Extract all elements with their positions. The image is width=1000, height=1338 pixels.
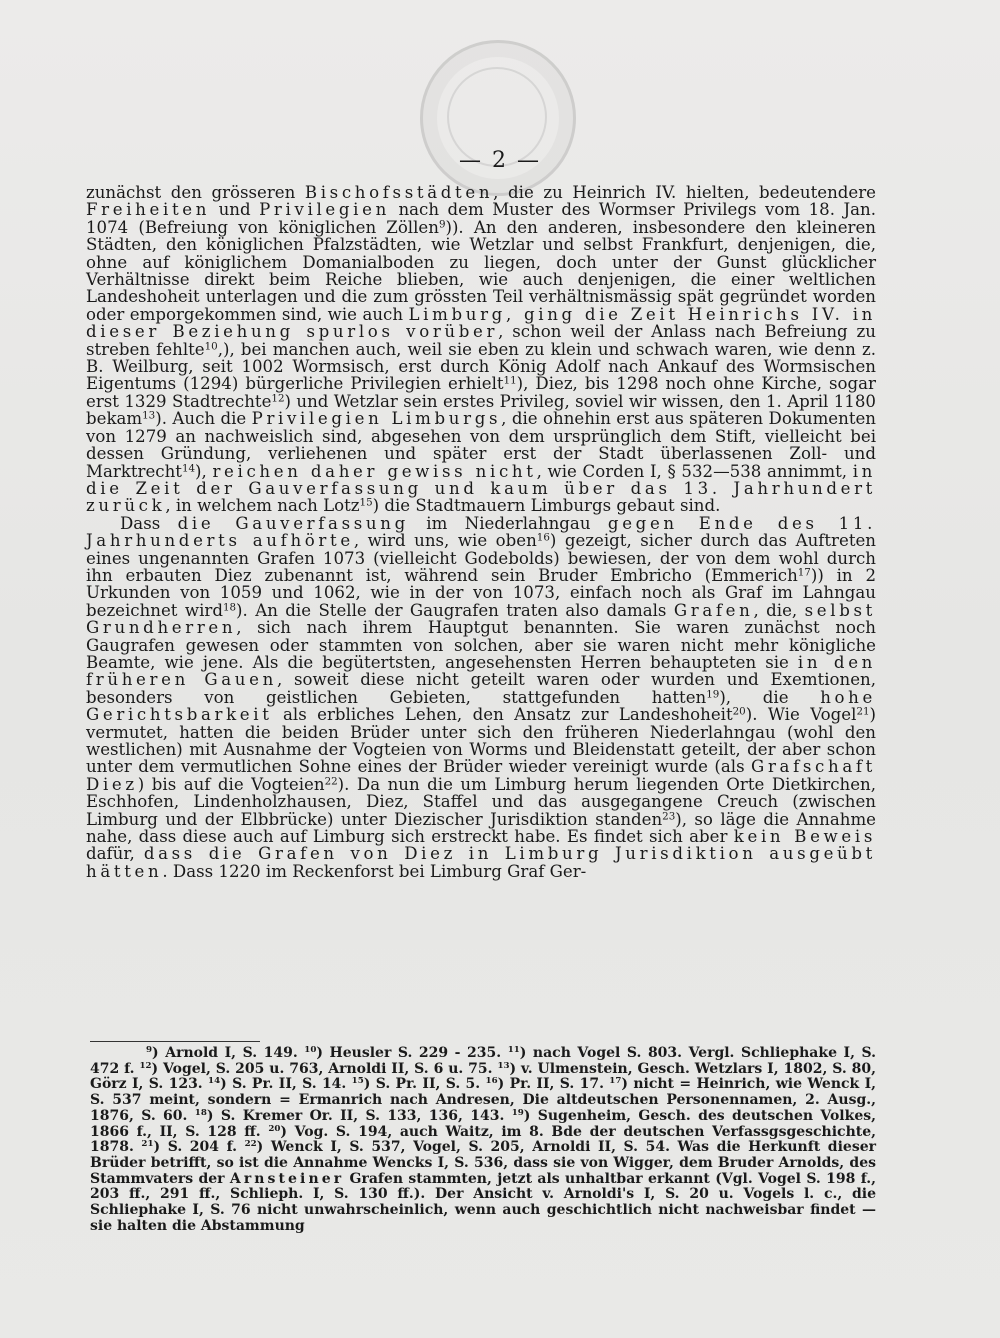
footnote-marker: 19 xyxy=(511,1108,524,1119)
text-run: ) Wenck I, S. 537, Vogel, S. 205, Arnoldi II, S. 54. Was die Herkunft dieser Brüder betrifft, so ist die Annahme Wencks I, S. 536, dass sie von Wigger, dem Bruder Arnolds, des Stammvaters der xyxy=(90,1139,876,1187)
footnote-marker: 20 xyxy=(268,1123,281,1134)
text-run: ) S. Kremer Or. II, S. 133, 136, 143. xyxy=(206,1107,512,1124)
text-run: , die zu Heinrich IV. hielten, bedeutendere xyxy=(493,183,876,202)
text-run: im Niederlahngau xyxy=(408,513,608,533)
footnote-marker: 12 xyxy=(139,1060,152,1071)
text-run: , wie Corden I, § 532—538 annimmt, xyxy=(536,461,853,481)
footnote-marker: 11 xyxy=(503,374,517,387)
text-run: ,), bei manchen auch, weil sie eben zu klein und schwach waren, wie denn z. B. Weilburg, seit 1002 Wormsisch, erst durch König Adolf nach Ankauf des Wormsischen Eigentums (1294) bürgerliche Privilegien erhielt xyxy=(86,339,876,394)
text-run: , soweit diese nicht geteilt waren oder wurden und Exemtionen, besonders von geistlichen Gebieten, stattgefunden hatten xyxy=(86,670,876,707)
spaced-emphasis: Limburg, ging die Zeit Heinrichs IV. in dieser Beziehung spurlos vorüber xyxy=(86,304,877,342)
footnote-marker: 15 xyxy=(359,496,373,509)
text-run: ), so läge die Annahme nahe, dass diese auch auf Limburg sich erstreckt habe. Es findet sich aber xyxy=(86,809,876,847)
footnote-marker: 21 xyxy=(141,1139,154,1150)
text-run: , die, xyxy=(753,600,805,620)
text-run: dafür, xyxy=(86,844,144,864)
footnote-marker: 11 xyxy=(507,1045,520,1056)
text-run: Grafen stammten, jetzt als unhaltbar erkannt (Vgl. Vogel S. 198 f., 203 ff., 291 ff., Schlieph. I, S. 130 ff.). Der Ansicht v. Arnoldi's I, S. 20 u. Vogels l. c., die Schliephake I, S. 76 nicht unwahrscheinlich, wenn auch geschichtlich nicht nachweisbar findet — sie halten die Abstammung xyxy=(90,1170,876,1234)
footnote-marker: 22 xyxy=(244,1139,257,1150)
spaced-emphasis: Privilegien Limburgs xyxy=(251,409,502,429)
spaced-emphasis: Privilegien xyxy=(259,200,390,220)
footnote-block xyxy=(90,1046,876,1234)
text-run: ) Sugenheim, Gesch. des deutschen Volkes, 1866 f., II, S. 128 ff. xyxy=(90,1107,876,1140)
spaced-emphasis: Grafen xyxy=(673,600,754,620)
footnote-marker: 19 xyxy=(706,688,720,701)
footnote-marker: 14 xyxy=(208,1076,221,1087)
page-number: — 2 — xyxy=(459,148,541,173)
text-run: ) bis auf die Vogteien xyxy=(137,774,325,794)
text-run: ) v. Ulmenstein, Gesch. Wetzlars I, 1802, S. 80, Görz I, S. 123. xyxy=(90,1060,876,1093)
footnote-marker: 18 xyxy=(194,1108,207,1119)
main-text xyxy=(86,184,876,880)
text-run: zunächst den grösseren xyxy=(86,183,305,202)
footnote-marker: 17 xyxy=(797,566,811,579)
text-run: als erbliches Lehen, den Ansatz zur Landeshoheit xyxy=(272,705,733,725)
spaced-emphasis: in die Zeit der Gauverfassung und kaum über das 13. Jahrhundert zurück xyxy=(86,461,876,516)
footnote-marker: 10 xyxy=(304,1045,317,1056)
text-run: ) S. Pr. II, S. 5. xyxy=(363,1076,486,1093)
spaced-emphasis: Grafschaft Diez xyxy=(86,757,876,794)
spaced-emphasis: kein Beweis xyxy=(733,827,876,847)
spaced-emphasis: gegen Ende des 11. Jahrhunderts aufhörte xyxy=(86,513,876,551)
text-run: ) Vog. S. 194, auch Waitz, im 8. Bde der deutschen Verfassgsgeschichte, 1878. xyxy=(90,1123,876,1156)
footnote-marker: 23 xyxy=(662,809,676,822)
spaced-emphasis: selbst Grundherren xyxy=(86,600,876,638)
footnote-marker: 22 xyxy=(324,775,338,788)
text-run: ) Vogel, S. 205 u. 763, Arnoldi II, S. 6 u. 75. xyxy=(151,1060,498,1077)
text-run: . Dass 1220 im Reckenforst bei Limburg Graf Ger- xyxy=(162,861,587,881)
text-run: )). An den anderen, insbesondere den kleineren Städten, den königlichen Pfalzstädten, wie Wetzlar und selbst Frankfurt, denjenigen, die, ohne auf königlichem Domanialboden zu liegen, doch unter der Gunst glücklicher Verhältnisse direkt beim Reiche blieben, wie auch denjenigen, die einer weltlichen Landeshoheit unterlagen und die zum grössten Teil verhältnismässig spät gegründet worden oder emporgekommen sind, wie auch xyxy=(86,217,876,324)
footnote-marker: 20 xyxy=(732,705,746,718)
footnote-marker: 10 xyxy=(204,340,218,352)
text-run: ), xyxy=(195,461,213,481)
spaced-emphasis: dass die Grafen von Diez in Limburg Jurisdiktion ausgeübt hätten xyxy=(86,844,876,881)
text-run: , sich nach ihrem Hauptgut benannten. Sie waren zunächst noch Gaugrafen gewesen oder stammten von solchen, aber sie waren nicht mehr königliche Beamte, wie jene. Als die begütertsten, angesehensten Herren behaupteten sie xyxy=(86,618,876,672)
footnote-rule xyxy=(90,1041,260,1042)
footnotes xyxy=(90,1046,876,1234)
text-run: , in welchem nach Lotz xyxy=(165,496,360,516)
text-run: , wird uns, wie oben xyxy=(353,531,537,551)
text-run: ), Diez, bis 1298 noch ohne Kirche, sogar erst 1329 Stadtrechte xyxy=(86,374,876,411)
footnote-marker: 16 xyxy=(536,531,550,544)
footnote-marker: 17 xyxy=(609,1076,622,1087)
spaced-emphasis: Bischofsstädten xyxy=(304,183,494,202)
footnote-marker: 14 xyxy=(181,461,196,474)
text-run: ) Pr. II, S. 17. xyxy=(497,1076,610,1093)
text-run: ) Heusler S. 229 - 235. xyxy=(316,1045,508,1061)
text-run: ), die xyxy=(719,687,821,707)
spaced-emphasis: die Gauverfassung xyxy=(177,513,409,533)
text-run: ). Da nun die um Limburg herum liegenden Orte Dietkirchen, Eschhofen, Lindenholzhausen, Diez, Staffel und das ausgegangene Creuch (zwischen Limburg und der Elbbrücke) unter Diezischer Jurisdiktion standen xyxy=(86,774,876,829)
footnote-marker: 15 xyxy=(351,1076,364,1087)
text-run: ) Arnold I, S. 149. xyxy=(152,1045,305,1061)
text-run: ) gezeigt, sicher durch das Auftreten eines ungenannten Grafen 1073 (vielleicht Godebolds) bewiesen, der von dem wohl durch ihn erbauten Diez zubenannt ist, während sein Bruder Embricho (Emmerich xyxy=(86,531,876,585)
paragraph xyxy=(86,515,876,881)
footnote-marker: 9 xyxy=(146,1045,153,1056)
text-run: , schon weil der Anlass nach Befreiung zu streben fehlte xyxy=(86,322,876,359)
text-run: ) nach Vogel S. 803. Vergl. Schliephake I, S. 472 f. xyxy=(90,1045,876,1077)
text-run: ). Auch die xyxy=(155,409,252,429)
text-run: ) S. 204 f. xyxy=(153,1139,245,1156)
text-run: ) und Wetzlar sein erstes Privileg, soviel wir wissen, den 1. April 1180 bekam xyxy=(86,391,876,429)
text-run: nach dem Muster des Wormser Privilegs vom 18. Jan. 1074 (Befreiung von königlichen Zöllen xyxy=(86,200,877,237)
text-run: ) vermutet, hatten die beiden Brüder unter sich den früheren Niederlahngau (wohl den westlichen) mit Ausnahme der Vogteien von Worms und Bleidenstatt geteilt, der aber schon unter dem vermutlichen Sohne eines der Brüder wieder vereinigt wurde (als xyxy=(86,705,877,777)
footnote-marker: 21 xyxy=(856,705,870,718)
footnote-marker: 13 xyxy=(142,409,156,422)
footnote-marker: 12 xyxy=(271,392,285,405)
text-run: )) in 2 Urkunden von 1059 und 1062, wie in der von 1073, einfach noch als Graf im Lahngau bezeichnet wird xyxy=(86,565,876,620)
text-run: und xyxy=(210,200,260,220)
text-run: Dass xyxy=(120,513,178,533)
spaced-emphasis: reichen daher gewiss nicht xyxy=(212,461,537,481)
footnote-marker: 13 xyxy=(497,1060,510,1071)
spaced-emphasis: Arnsteiner xyxy=(229,1170,345,1187)
footnote-marker: 18 xyxy=(222,601,237,614)
text-run: ) S. Pr. II, S. 14. xyxy=(220,1076,352,1093)
text-run: , die ohnehin erst aus späteren Dokumenten von 1279 an nachweislich sind, abgesehen von dem ursprünglich dem Stift, vielleicht bei dessen Gründung, verliehenen und später erst der Stadt überlassenen Zoll- und Marktrecht xyxy=(86,409,876,481)
text-run: ). Wie Vogel xyxy=(745,705,857,725)
footnote-marker: 9 xyxy=(438,218,446,231)
spaced-emphasis: in den früheren Gauen xyxy=(86,652,877,690)
text-run: ). An die Stelle der Gaugrafen traten also damals xyxy=(236,600,674,620)
text-run: ) die Stadtmauern Limburgs gebaut sind. xyxy=(372,496,721,516)
text-run: ) nicht = Heinrich, wie Wenck I, S. 537 meint, sondern = Ermanrich nach Andresen, Die altdeutschen Personennamen, 2. Ausg., 1876, S. 60. xyxy=(90,1076,877,1124)
spaced-emphasis: hohe Gerichtsbarkeit xyxy=(86,687,876,725)
footnote-marker: 16 xyxy=(485,1076,498,1087)
paragraph xyxy=(86,184,876,515)
spaced-emphasis: Freiheiten xyxy=(86,200,211,220)
